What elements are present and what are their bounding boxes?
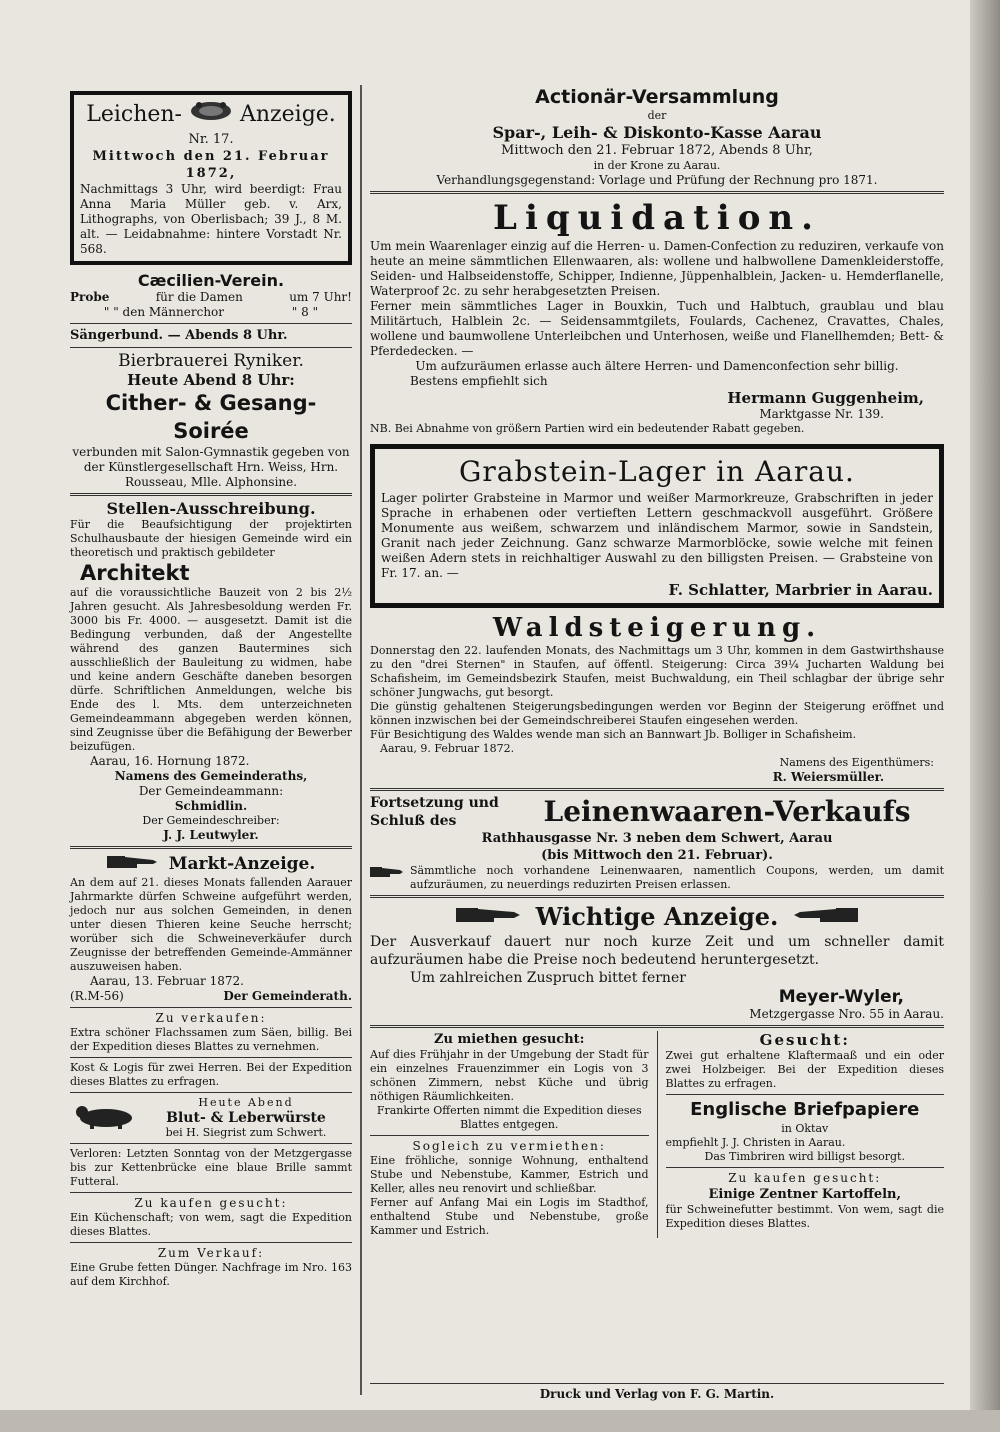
left-column [70, 85, 352, 1289]
forest-p1: Donnerstag den 22. laufenden Monats, des Nachmittags um 3 Uhr, kommen in dem Gastwirthshause zu den "drei Sternen" in Staufen, auf öffentl. Steigerung: Circa 39¼ Jucharten Waldung bei Schafisheim, im Gemeindsbezirk Staufen, meist Buchwaldung, ein Theil schlagbar der übrige sehr schöner Jungwachs, gut besorgt. [370, 644, 944, 699]
rent-wanted-body: Auf dies Frühjahr in der Umgebung der Stadt für ein einzelnes Frauenzimmer ein Logis von 3 schönen Zimmern, nebst Küche und übrig nöthigen Räumlichkeiten. [370, 1048, 649, 1103]
sausage-line-2: Blut- & Leberwürste [166, 1110, 326, 1126]
paper-line-2: empfiehlt J. J. Christen in Aarau. [665, 1136, 846, 1149]
shareholders-der: der [647, 109, 667, 122]
to-let-title: Sogleich zu vermiethen: [412, 1139, 606, 1153]
pointing-hand-icon [370, 864, 404, 883]
important-body: Der Ausverkauf dauert nur noch kurze Zeit und um schneller damit aufzuräumen habe die Preise noch bedeutend heruntergesetzt. [370, 934, 944, 968]
important-notice [370, 901, 944, 1022]
linen-notice [370, 794, 944, 892]
pig-icon [70, 1103, 140, 1133]
job-notice [70, 499, 352, 843]
shareholders-bank: Spar-, Leih- & Diskonto-Kasse Aarau [492, 123, 822, 142]
brewery-body: verbunden mit Salon-Gymnastik gegeben von der Künstlergesellschaft Hrn. Weiss, Hrn. Rousseau, Mlle. Alphonsine. [72, 445, 350, 489]
liquidation-p2: Ferner mein sämmtliches Lager in Bouxkin, Tuch und Halbtuch, graublau und blau Militärtuch, Halblein 2c. — Seidensammtgilets, Foulards, Cachenez, Cravattes, Chales, wollene und baumwollene Unterleibchen und Unterhosen, weiße und Flanellhemden; Bett- & Pferdedecken. — [370, 299, 944, 358]
liquidation-nb: NB. Bei Abnahme von größern Partien wird ein bedeutender Rabatt gegeben. [370, 422, 805, 435]
job-body: auf die voraussichtliche Bauzeit von 2 bis 2½ Jahren gesucht. Als Jahresbesoldung werden Fr. 3000 bis Fr. 4000. — ausgesetzt. Damit ist die Bedingung verbunden, daß der Angestellte während des ganzen Bautermines sich ausschließlich der Bauleitung zu widmen, habe und keine andern Geschäfte daneben besorgen dürfe. Schriftlichen Anmeldungen, welche bis Ende des l. Mts. dem unterzeichneten Gemeindeammann abgegeben werden können, sind Zeugnisse über die Befähigung der Bewerber beizufügen. [70, 586, 352, 753]
pointing-hand-icon [107, 852, 159, 876]
job-title: Stellen-Ausschreibung. [106, 499, 316, 518]
wanted-buy-notice [70, 1196, 352, 1239]
sausage-notice [70, 1096, 352, 1140]
right-column [370, 85, 944, 1238]
forest-p3: Für Besichtigung des Waldes wende man sich an Bannwart Jb. Bolliger in Schafisheim. [370, 728, 857, 741]
caecilien-probe: Probe [70, 290, 110, 304]
liquidation-p1: Um mein Waarenlager einzig auf die Herren- u. Damen-Confection zu reduziren, verkaufe von heute an meine sämmtlichen Ellenwaaren, als: wollene und halbwollene Damenkleiderstoffe, Seiden- und Halbseidenstoffe, Schipper, Indienne, Jüppenhalblein, Jacken- u. Hemderflanelle, Waterproof 2c. zu sehr herabgesetzten Preisen. [370, 239, 944, 298]
page-edge [970, 0, 1000, 1432]
liquidation-p3: Um aufzuräumen erlasse auch ältere Herren- und Damenconfection sehr billig. [415, 359, 899, 373]
manure-title: Zum Verkauf: [157, 1246, 265, 1260]
classifieds-grid [370, 1031, 944, 1238]
job-sign-4: Der Gemeindeschreiber: [142, 814, 280, 827]
liquidation-address: Marktgasse Nr. 139. [759, 407, 884, 421]
imprint [370, 1380, 944, 1401]
job-role: Architekt [80, 561, 190, 585]
market-date: Aarau, 13. Februar 1872. [90, 974, 244, 988]
wreath-icon [189, 99, 233, 131]
forest-sign-2: R. Weiersmüller. [772, 770, 884, 784]
gravestone-sign: F. Schlatter, Marbrier in Aarau. [668, 581, 933, 599]
forest-notice [370, 612, 944, 785]
liquidation-notice [370, 197, 944, 436]
brewery-evening: Heute Abend 8 Uhr: [127, 371, 295, 389]
board-notice: Kost & Logis für zwei Herren. Bei der Expedition dieses Blattes zu erfragen. [70, 1061, 352, 1088]
job-intro: Für die Beaufsichtigung der projektirten Schulhausbaute der hiesigen Gemeinde wird ein theoretisch und praktisch gebildeter [70, 518, 352, 559]
paper-notice [666, 1098, 945, 1164]
caecilien-title: Cæcilien-Verein. [137, 271, 285, 290]
shareholders-notice [370, 85, 944, 188]
important-name: Meyer-Wyler, [778, 987, 904, 1007]
gravestone-title: Grabstein-Lager in Aarau. [459, 455, 855, 488]
shareholders-title: Actionär-Versammlung [535, 86, 779, 108]
lost-notice: Verloren: Letzten Sonntag von der Metzgergasse bis zur Kettenbrücke eine blaue Brille sammt Futteral. [70, 1147, 352, 1188]
potatoes-notice [666, 1171, 945, 1231]
brewery-name: Bierbrauerei Ryniker. [118, 351, 304, 371]
liquidation-name: Hermann Guggenheim, [727, 389, 924, 407]
potatoes-title: Zu kaufen gesucht: [728, 1171, 882, 1185]
funeral-title-a: Leichen- [86, 102, 182, 127]
funeral-body: Nachmittags 3 Uhr, wird beerdigt: Frau Anna Maria Müller geb. v. Arx, Lithographs, von Oberlisbach; 39 J., 8 M. alt. — Leidabnahme: hintere Vorstadt Nr. 568. [80, 182, 342, 256]
funeral-date: Mittwoch den 21. Februar 1872, [92, 149, 330, 181]
sale-body: Extra schöner Flachssamen zum Säen, billig. Bei der Expedition dieses Blattes zu vernehmen. [70, 1026, 352, 1053]
potatoes-body: für Schweinefutter bestimmt. Von wem, sagt die Expedition dieses Blattes. [665, 1203, 944, 1230]
market-code: (R.M-56) [70, 989, 124, 1003]
paper-title: Englische Briefpapiere [690, 1099, 920, 1120]
caecilien-time: um 7 Uhr! [289, 290, 352, 304]
linen-address: Rathhausgasse Nr. 3 neben dem Schwert, Aarau [481, 831, 833, 846]
paper-line-1: in Oktav [781, 1122, 829, 1135]
paper-line-3: Das Timbriren wird billigst besorgt. [704, 1150, 905, 1163]
wanted-buy-body: Ein Küchenschaft; von wem, sagt die Expedition dieses Blattes. [70, 1211, 352, 1238]
linen-body: Sämmtliche noch vorhandene Leinenwaaren, namentlich Coupons, werden, um damit aufzuräumen, zu neuerdings reduzirten Preisen erlassen. [410, 864, 944, 891]
linen-pre-1: Fortsetzung und [370, 795, 499, 811]
funeral-notice [70, 91, 352, 265]
caecilien-notice [70, 271, 352, 320]
gravestone-body: Lager polirter Grabsteine in Marmor und weißer Marmorkreuze, Grabschriften in jeder Sprache in erhabenen oder vertieften Lettern geschmackvoll ausgeführt. Größere Monumente aus weißem, schwarzem und inländischem Marmor, sowie in Sandstein, Granit nach jeder Zeichnung. Ganz schwarze Marmorblöcke, sowie welche mit feinen weißen Adern stets in reichhaltiger Auswahl zu den billigsten Preisen. — Grabsteine von Fr. 17. an. — [381, 491, 933, 580]
rent-wanted-title: Zu miethen gesucht: [434, 1032, 585, 1047]
forest-title: Waldsteigerung. [492, 613, 822, 643]
sale-title: Zu verkaufen: [155, 1011, 267, 1025]
linen-until: (bis Mittwoch den 21. Februar). [541, 848, 773, 863]
sausage-line-3: bei H. Siegrist zum Schwert. [165, 1126, 327, 1139]
to-let-notice [370, 1139, 649, 1238]
job-sign-5: J. J. Leutwyler. [163, 828, 259, 842]
manure-notice [70, 1246, 352, 1289]
column-divider [360, 85, 362, 1395]
brewery-event: Cither- & Gesang-Soirée [105, 391, 317, 443]
job-sign-3: Schmidlin. [174, 799, 248, 813]
sausage-line-1: Heute Abend [198, 1096, 294, 1109]
market-title: Markt-Anzeige. [168, 854, 316, 874]
potatoes-line-1: Einige Zentner Kartoffeln, [708, 1187, 902, 1202]
important-title: Wichtige Anzeige. [535, 902, 779, 931]
shareholders-date: Mittwoch den 21. Februar 1872, Abends 8 Uhr, [501, 143, 813, 158]
job-date: Aarau, 16. Hornung 1872. [90, 754, 250, 768]
rent-wanted-notice [370, 1031, 649, 1132]
wanted-buy-title: Zu kaufen gesucht: [134, 1196, 288, 1210]
caecilien-time-2: " 8 " [291, 305, 319, 319]
gravestone-notice [370, 444, 944, 608]
to-let-body: Eine fröhliche, sonnige Wohnung, enthaltend Stube und Nebenstube, Kammer, Estrich und Keller, alles neu renovirt und schließbar. [370, 1154, 649, 1195]
linen-pre-2: Schluß des [370, 813, 457, 829]
liquidation-p4: Bestens empfiehlt sich [410, 374, 548, 388]
manure-body: Eine Grube fetten Dünger. Nachfrage im Nro. 163 auf dem Kirchhof. [70, 1261, 352, 1288]
classifieds-left [370, 1031, 658, 1238]
pointing-hand-left-icon [792, 904, 858, 930]
market-body: An dem auf 21. dieses Monats fallenden Aarauer Jahrmarkte dürfen Schweine aufgeführt werden, jedoch nur aus solchen Gemeinden, in denen unter diesen Thieren keine Seuche herrscht; worüber sich die Schweineverkäufer durch Zeugnisse der betreffenden Gemeinde-Ammänner auszuweisen haben. [70, 876, 352, 973]
market-notice [70, 852, 352, 1004]
sale-notice [70, 1011, 352, 1054]
imprint-text: Druck und Verlag von F. G. Martin. [539, 1387, 775, 1401]
page-bottom-edge [0, 1410, 1000, 1432]
market-sign: Der Gemeinderath. [223, 989, 352, 1003]
forest-p2: Die günstig gehaltenen Steigerungsbedingungen werden vor Beginn der Steigerung eröffnet und können inzwischen bei der Gemeindschreiberei Staufen eingesehen werden. [370, 700, 944, 727]
forest-sign-1: Namens des Eigenthümers: [779, 756, 934, 769]
caecilien-damen: für die Damen [155, 290, 243, 304]
funeral-title-b: Anzeige. [239, 102, 336, 127]
job-sign-2: Der Gemeindeammann: [138, 784, 284, 798]
sought-notice [666, 1031, 945, 1091]
job-sign-1: Namens des Gemeinderaths, [114, 769, 308, 783]
to-let-body-2: Ferner auf Anfang Mai ein Logis im Stadthof, enthaltend Stube und Nebenstube, große Kammer und Estrich. [370, 1196, 649, 1237]
shareholders-agenda: Verhandlungsgegenstand: Vorlage und Prüfung der Rechnung pro 1871. [436, 173, 878, 187]
brewery-notice [70, 351, 352, 490]
forest-date: Aarau, 9. Februar 1872. [380, 742, 515, 755]
liquidation-title: Liquidation. [493, 198, 821, 238]
sought-body: Zwei gut erhaltene Klaftermaaß und ein oder zwei Holzbeiger. Bei der Expedition dieses Blattes zu erfragen. [665, 1049, 944, 1090]
saengerbund-notice: Sängerbund. — Abends 8 Uhr. [70, 328, 288, 343]
linen-title: Leinenwaaren-Verkaufs [543, 795, 911, 828]
shareholders-place: in der Krone zu Aarau. [593, 159, 721, 172]
classifieds-right [658, 1031, 945, 1238]
funeral-number: Nr. 17. [188, 132, 234, 147]
important-address: Metzgergasse Nro. 55 in Aarau. [749, 1007, 944, 1021]
important-body-2: Um zahlreichen Zuspruch bittet ferner [410, 970, 686, 986]
rent-wanted-body-2: Frankirte Offerten nimmt die Expedition dieses Blattes entgegen. [376, 1104, 642, 1131]
pointing-hand-right-icon [456, 904, 522, 930]
caecilien-maennerchor: " " den Männerchor [103, 305, 225, 319]
sought-title: Gesucht: [759, 1031, 850, 1049]
